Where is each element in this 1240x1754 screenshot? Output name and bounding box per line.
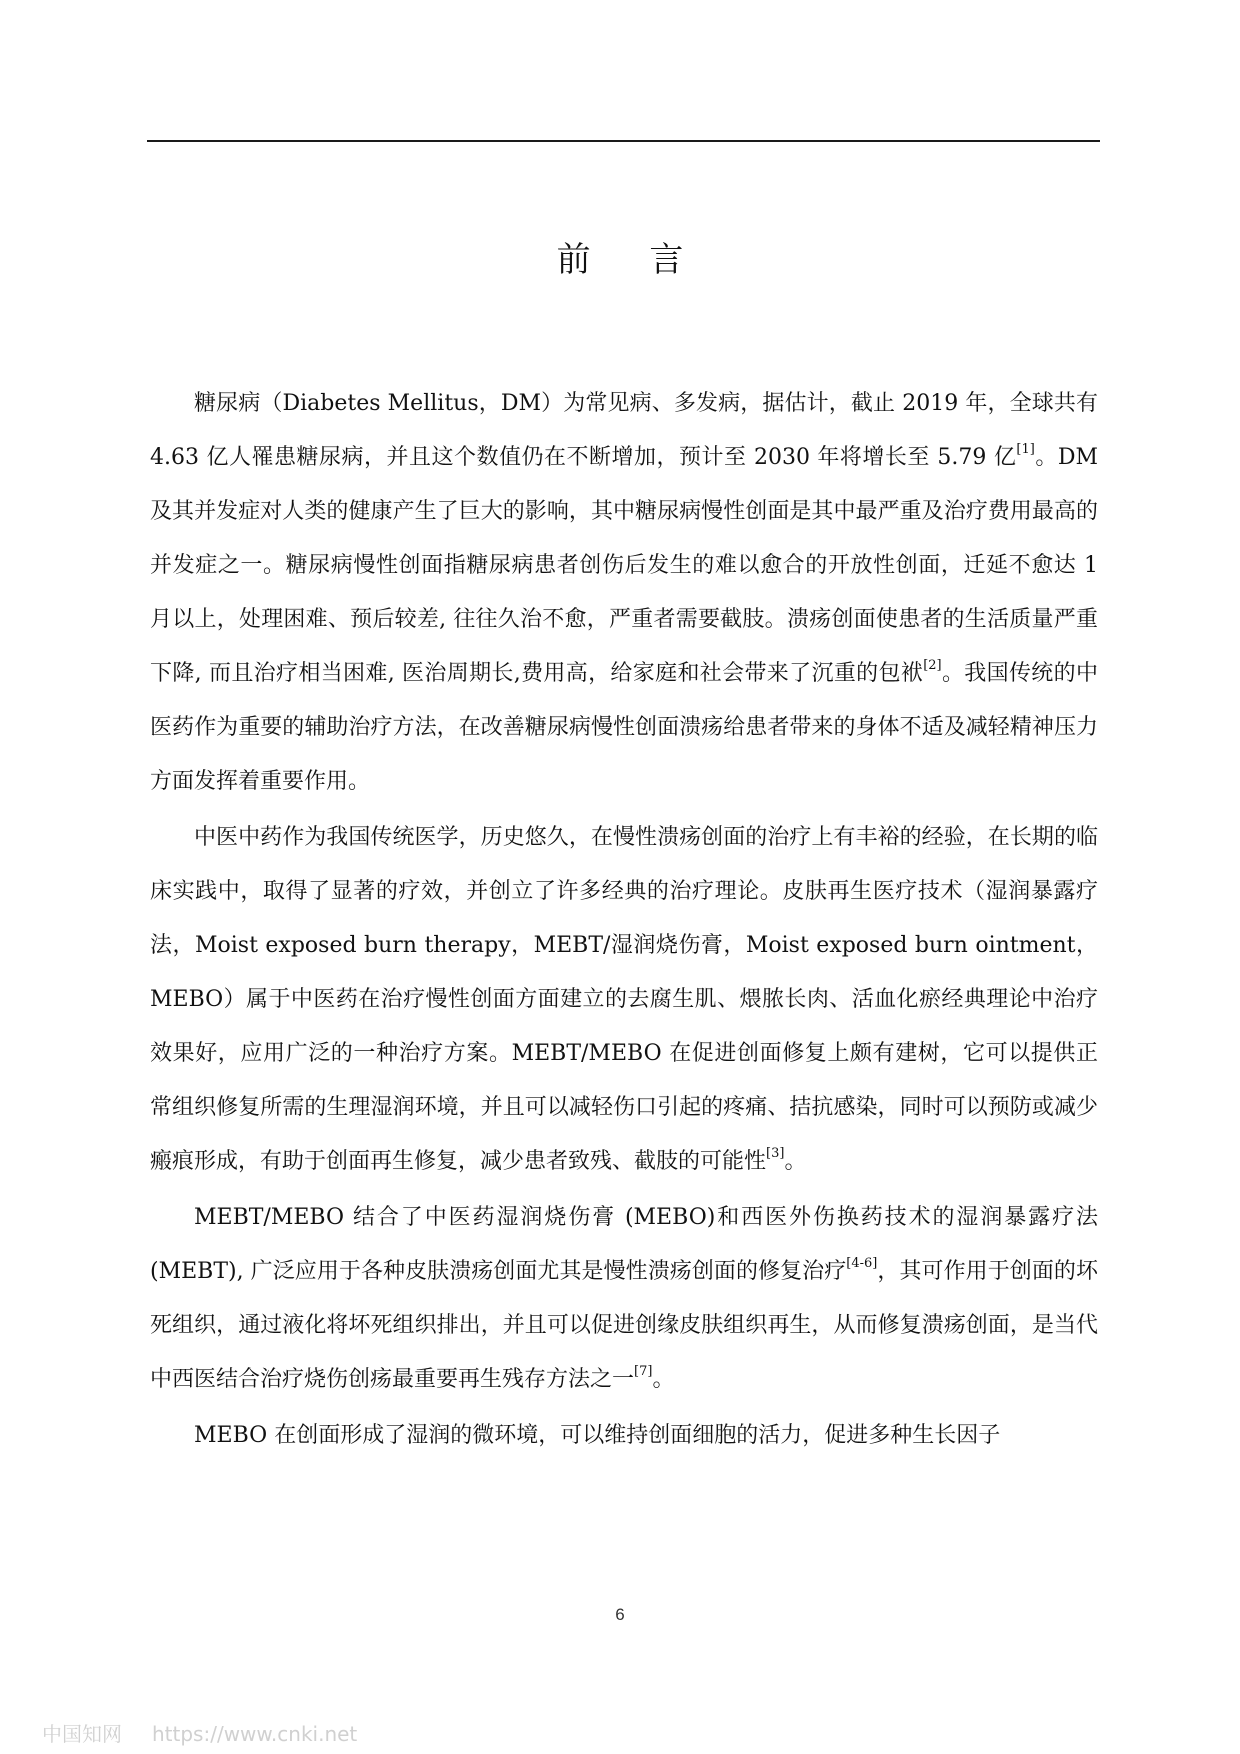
paragraph-text: 。	[652, 1367, 675, 1392]
paragraph	[150, 811, 1098, 1189]
paragraph-text: ，其可作用于创面的坏死组织，通过液化将坏死组织排出，并且可以促进创缘皮肤组织再生，从而修复溃疡创面，是当代中西医结合治疗烧伤创疡最重要再生残存方法之一	[150, 1259, 1098, 1392]
paragraph-text: 。我国传统的中医药作为重要的辅助治疗方法，在改善糖尿病慢性创面溃疡给患者带来的身体不适及减轻精神压力方面发挥着重要作用。	[150, 661, 1098, 794]
citation-ref: [2]	[923, 658, 942, 673]
paragraph-text: 。	[784, 1149, 807, 1174]
paragraph	[150, 1409, 1098, 1463]
header-rule	[147, 140, 1100, 142]
watermark-url: https://www.cnki.net	[152, 1722, 358, 1746]
paragraph	[150, 1191, 1098, 1407]
citation-ref: [7]	[634, 1364, 653, 1379]
paragraph-text: MEBT/MEBO 结合了中医药湿润烧伤膏 (MEBO)和西医外伤换药技术的湿润暴露疗法 (MEBT), 广泛应用于各种皮肤溃疡创面尤其是慢性溃疡创面的修复治疗	[150, 1205, 1098, 1284]
paragraph-text: MEBO 在创面形成了湿润的微环境，可以维持创面细胞的活力，促进多种生长因子	[194, 1423, 1001, 1448]
paragraph-text: 糖尿病（Diabetes Mellitus，DM）为常见病、多发病，据估计，截止 2019 年，全球共有 4.63 亿人罹患糖尿病，并且这个数值仍在不断增加，预计至 2030 年将增长至 5.79 亿	[150, 391, 1098, 470]
citation-ref: [3]	[766, 1146, 785, 1161]
paragraph-text: 。DM 及其并发症对人类的健康产生了巨大的影响，其中糖尿病慢性创面是其中最严重及治疗费用最高的并发症之一。糖尿病慢性创面指糖尿病患者创伤后发生的难以愈合的开放性创面，迁延不愈达 1 月以上，处理困难、预后较差, 往往久治不愈，严重者需要截肢。溃疡创面使患者的生活质量严重下降, 而且治疗相当困难, 医治周期长,费用高，给家庭和社会带来了沉重的包袱	[150, 445, 1098, 686]
paragraph	[150, 377, 1098, 809]
watermark-site-name: 中国知网	[42, 1722, 122, 1746]
section-heading: 前 言	[556, 240, 708, 280]
paragraph-text: 中医中药作为我国传统医学，历史悠久，在慢性溃疡创面的治疗上有丰裕的经验，在长期的临床实践中，取得了显著的疗效，并创立了许多经典的治疗理论。皮肤再生医疗技术（湿润暴露疗法，Moist exposed burn therapy，MEBT/湿润烧伤膏，Moist exposed burn ointment，MEBO）属于中医药在治疗慢性创面方面建立的去腐生肌、煨脓长肉、活血化瘀经典理论中治疗效果好，应用广泛的一种治疗方案。MEBT/MEBO 在促进创面修复上颇有建树，它可以提供正常组织修复所需的生理湿润环境，并且可以减轻伤口引起的疼痛、拮抗感染，同时可以预防或减少瘢痕形成，有助于创面再生修复，减少患者致残、截肢的可能性	[150, 825, 1098, 1174]
citation-ref: [4-6]	[846, 1256, 878, 1271]
citation-ref: [1]	[1016, 442, 1035, 457]
body-text	[150, 377, 1098, 1465]
watermark	[42, 1718, 357, 1747]
page-number: 6	[615, 1605, 625, 1624]
